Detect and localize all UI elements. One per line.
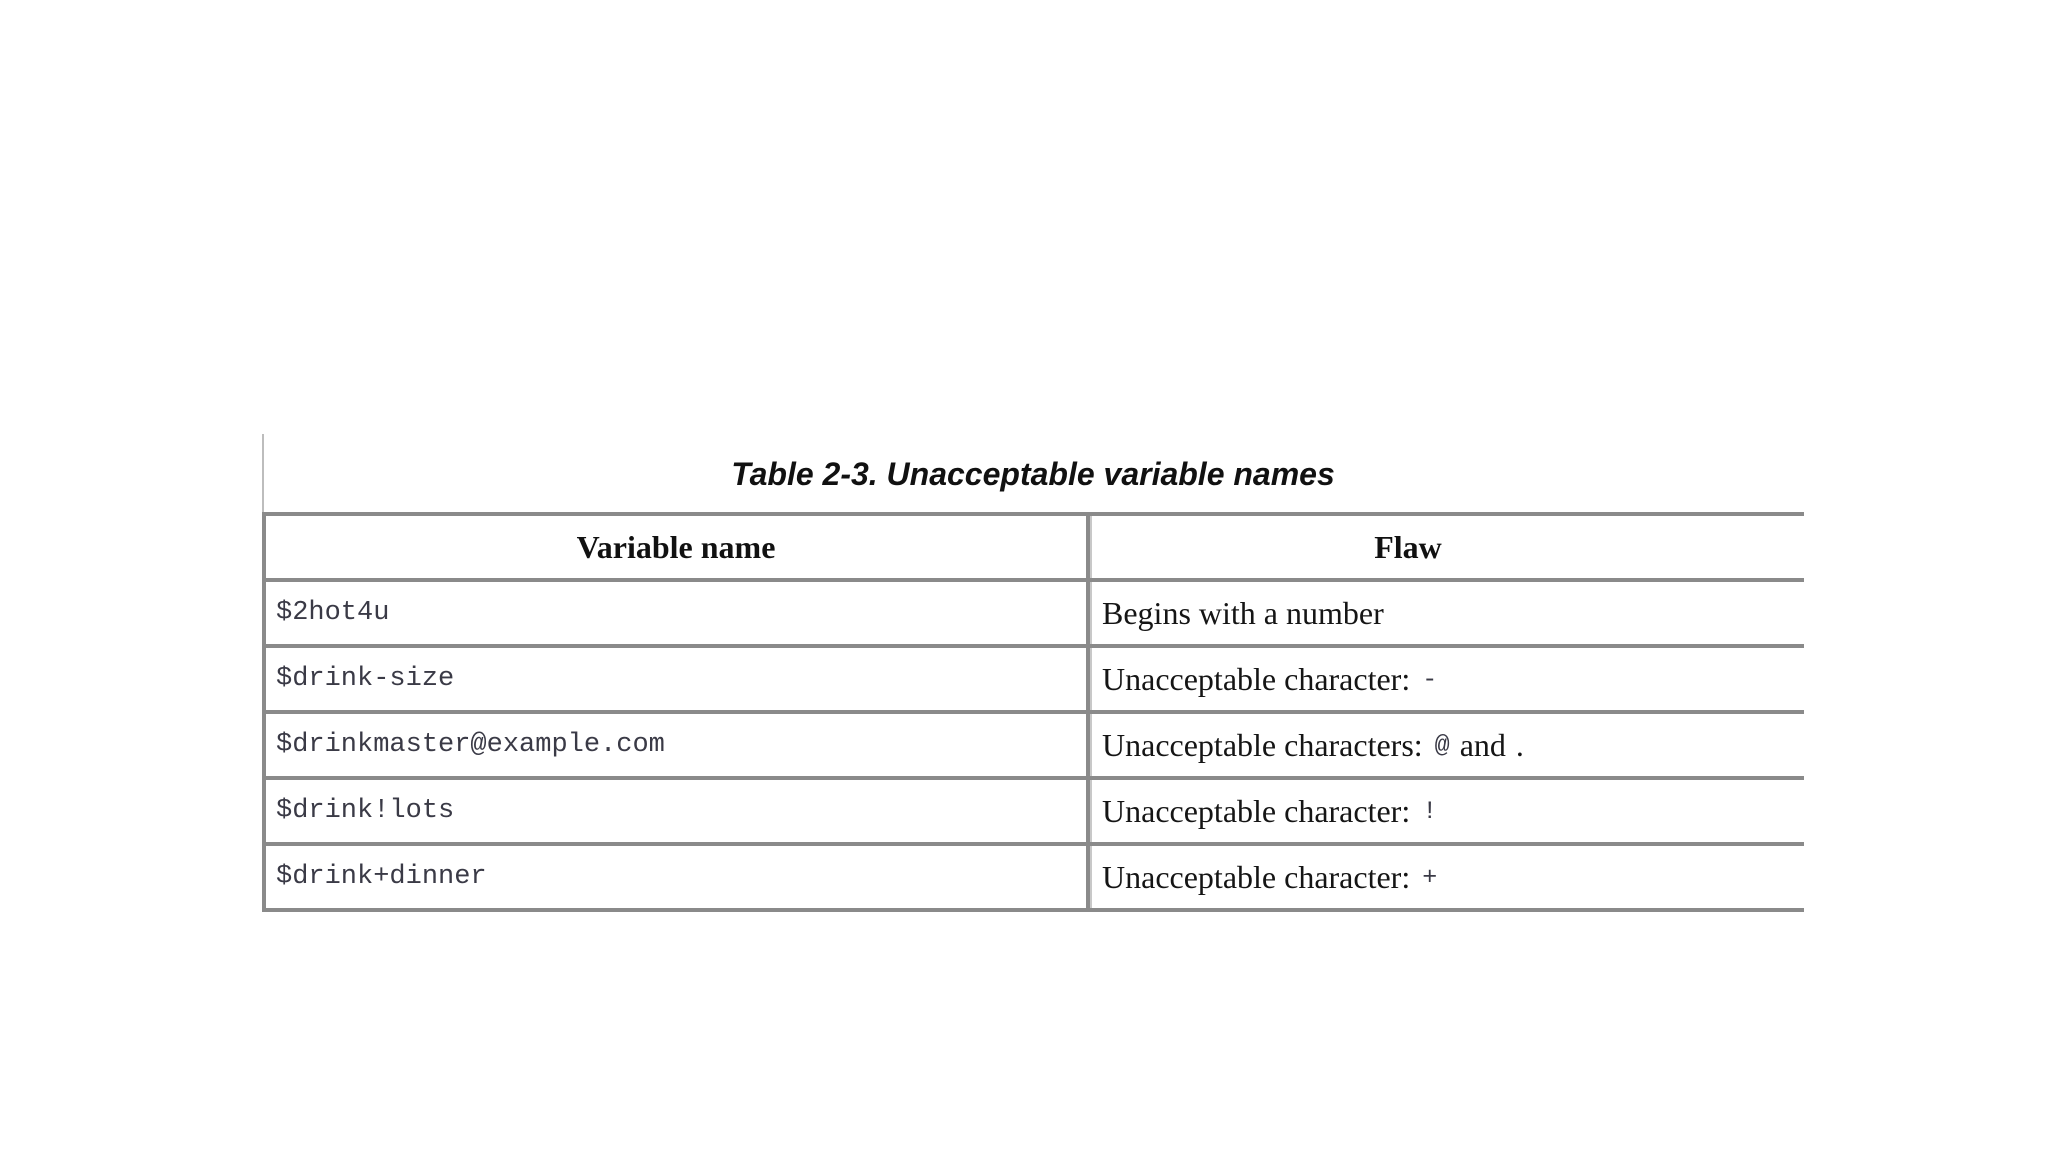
table-row xyxy=(266,846,1804,912)
flaw-character: . xyxy=(1515,726,1524,763)
flaw-text: Unacceptable character: xyxy=(1102,660,1411,697)
header-variable-name: Variable name xyxy=(266,516,1090,578)
variable-name: $drink+dinner xyxy=(276,862,487,892)
table-row xyxy=(266,648,1804,714)
variable-cell xyxy=(266,780,1090,842)
flaw-character: - xyxy=(1422,664,1438,694)
flaw-joiner: and xyxy=(1459,726,1506,763)
flaw-text: Begins with a number xyxy=(1102,594,1384,631)
variable-name: $drinkmaster@example.com xyxy=(276,730,665,760)
table-row xyxy=(266,714,1804,780)
flaw-cell xyxy=(1090,846,1804,908)
variable-names-table xyxy=(262,512,1804,912)
variable-cell xyxy=(266,714,1090,776)
flaw-character: ! xyxy=(1422,796,1438,826)
flaw-character: + xyxy=(1422,862,1438,892)
flaw-cell xyxy=(1090,582,1804,644)
variable-cell xyxy=(266,582,1090,644)
flaw-cell xyxy=(1090,648,1804,710)
variable-cell xyxy=(266,846,1090,908)
table-caption: Table 2-3. Unacceptable variable names xyxy=(731,455,1335,492)
flaw-text: Unacceptable character: xyxy=(1102,858,1411,895)
table-row xyxy=(266,780,1804,846)
table-header-row xyxy=(266,516,1804,582)
variable-name: $2hot4u xyxy=(276,598,390,628)
variable-name: $drink-size xyxy=(276,664,455,694)
header-flaw: Flaw xyxy=(1090,516,1804,578)
variable-name: $drink!lots xyxy=(276,796,455,826)
document-table-section xyxy=(262,434,1804,895)
flaw-cell xyxy=(1090,714,1804,776)
flaw-text: Unacceptable characters: xyxy=(1102,726,1423,763)
table-row xyxy=(266,582,1804,648)
flaw-text: Unacceptable character: xyxy=(1102,792,1411,829)
flaw-cell xyxy=(1090,780,1804,842)
variable-cell xyxy=(266,648,1090,710)
flaw-character: @ xyxy=(1434,730,1450,760)
